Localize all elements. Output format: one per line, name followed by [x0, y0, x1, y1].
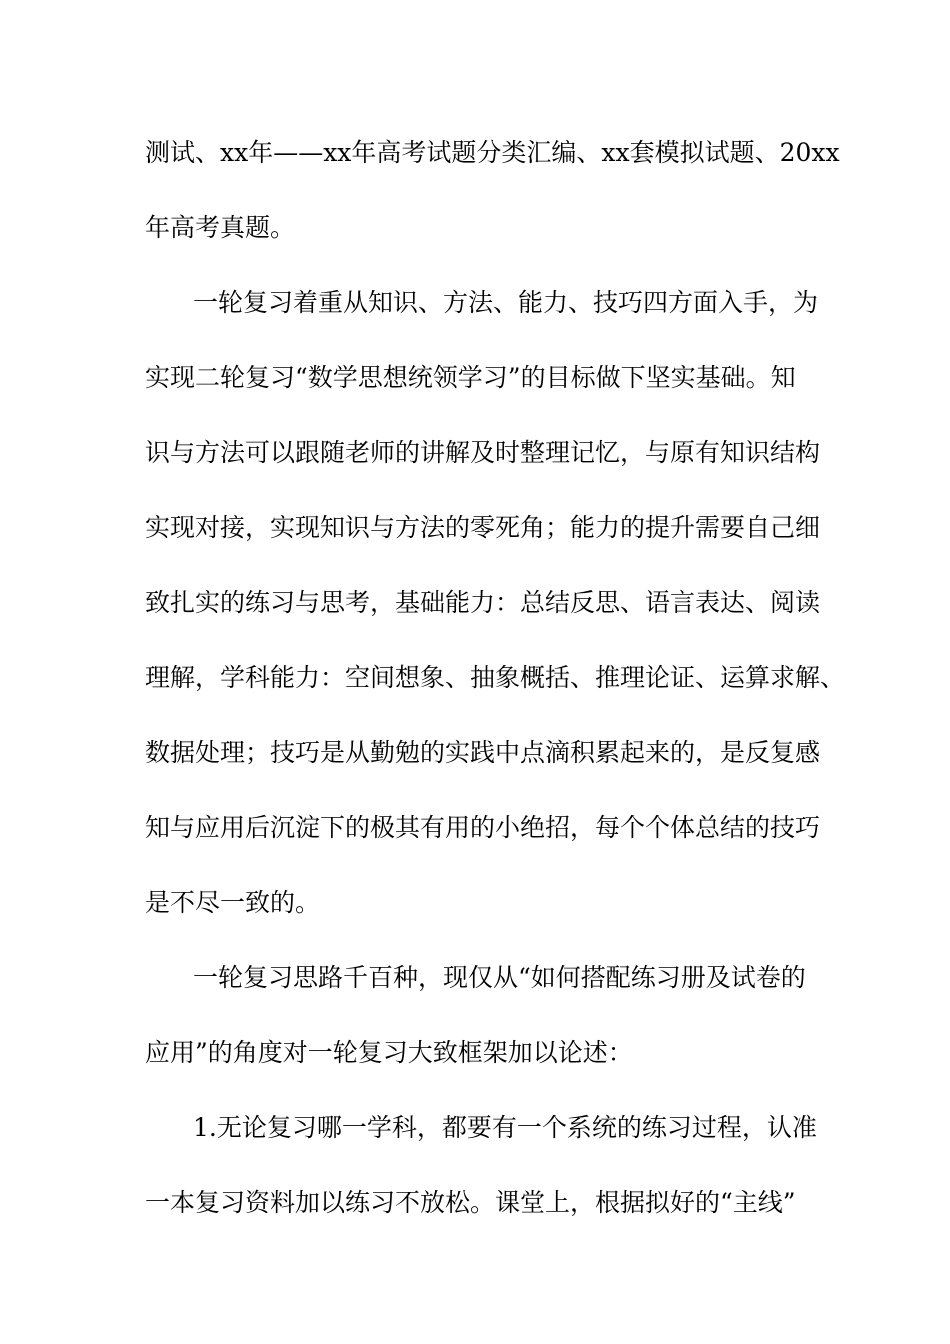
text-line: 理解，学科能力：空间想象、抽象概括、推理论证、运算求解、	[145, 663, 846, 692]
text-line: 一本复习资料加以练习不放松。课堂上，根据拟好的“主线”	[145, 1188, 796, 1217]
text-line: 实现二轮复习“数学思想统领学习”的目标做下坚实基础。知	[145, 363, 796, 392]
text-line: 是不尽一致的。	[145, 888, 321, 917]
text-line: 应用”的角度对一轮复习大致框架加以论述：	[145, 1038, 633, 1067]
paragraph-start-line: 一轮复习着重从知识、方法、能力、技巧四方面入手，为	[193, 288, 819, 317]
paragraph-start-line: 一轮复习思路千百种，现仅从“如何搭配练习册及试卷的	[193, 963, 806, 992]
list-item-line: 1.无论复习哪一学科，都要有一个系统的练习过程，认准	[193, 1113, 817, 1142]
text-line: 识与方法可以跟随老师的讲解及时整理记忆，与原有知识结构	[145, 438, 821, 467]
text-line: 测试、xx年——xx年高考试题分类汇编、xx套模拟试题、20xx	[145, 138, 840, 167]
text-line: 数据处理；技巧是从勤勉的实践中点滴积累起来的，是反复感	[145, 738, 821, 767]
text-line: 致扎实的练习与思考，基础能力：总结反思、语言表达、阅读	[145, 588, 821, 617]
text-line: 实现对接，实现知识与方法的零死角；能力的提升需要自己细	[145, 513, 821, 542]
text-line: 年高考真题。	[145, 213, 296, 242]
text-line: 知与应用后沉淀下的极其有用的小绝招，每个个体总结的技巧	[145, 813, 821, 842]
